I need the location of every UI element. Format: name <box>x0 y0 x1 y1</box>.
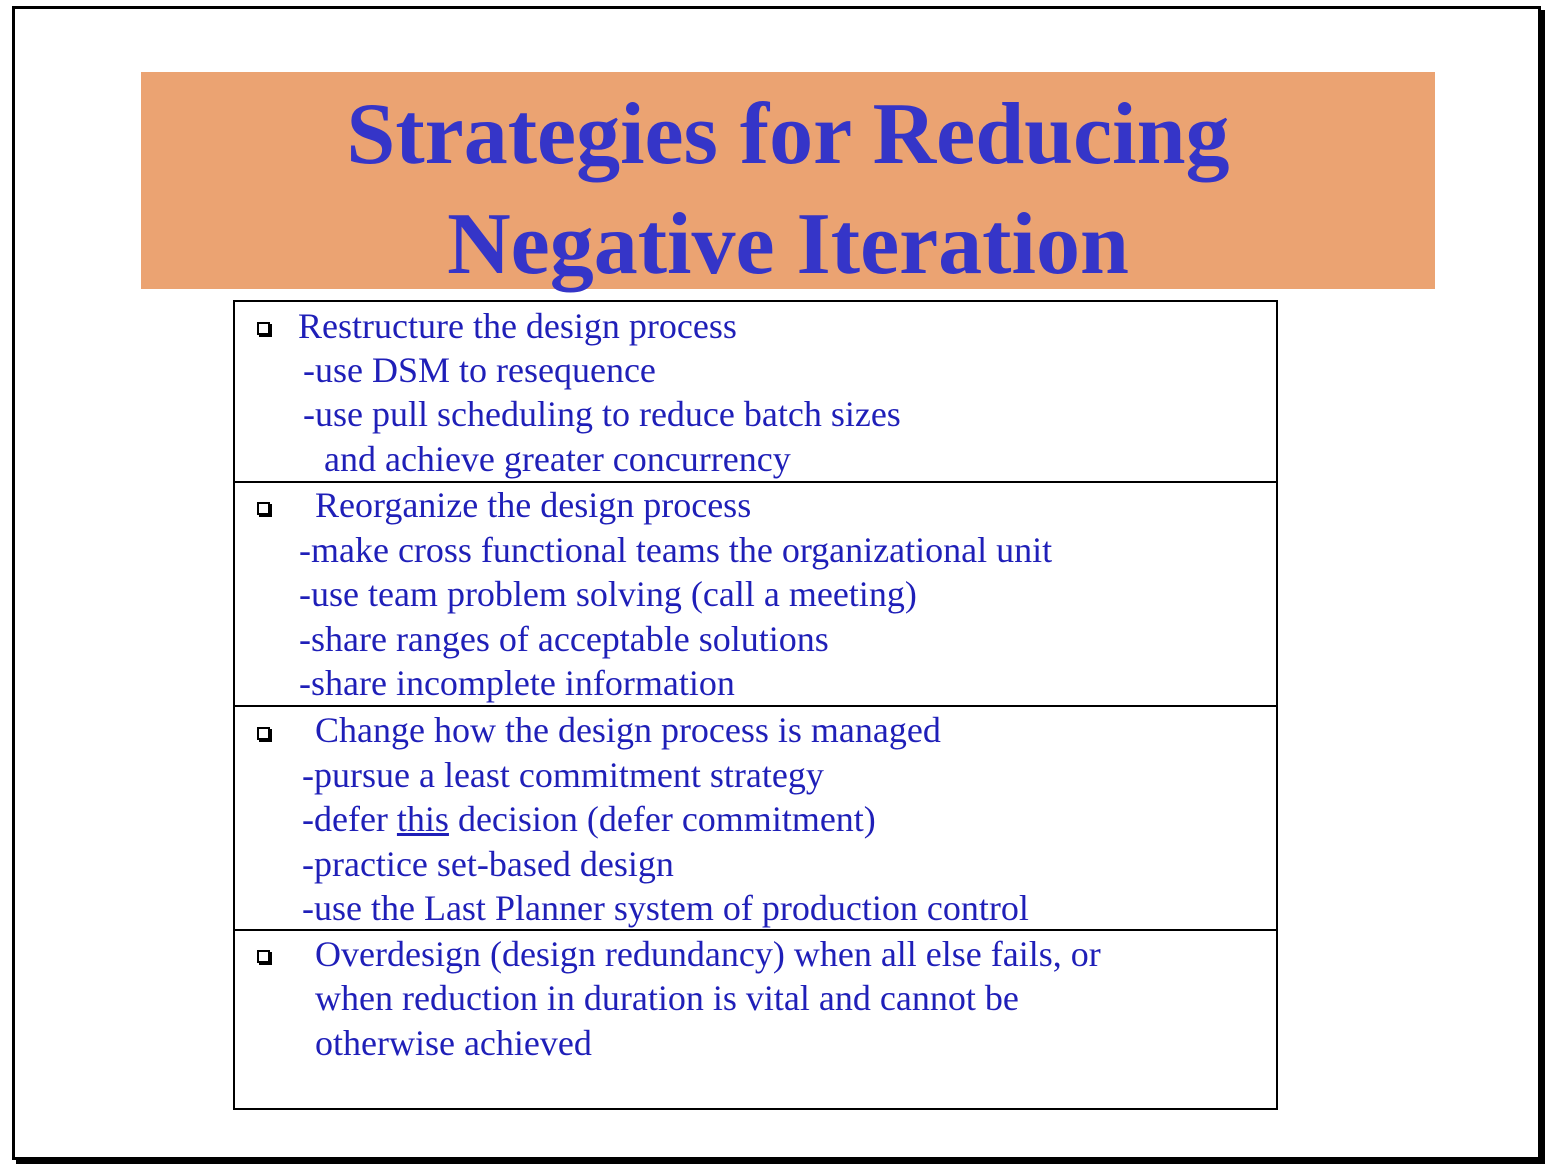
list-item-text: -defer <box>302 799 397 839</box>
checkbox-bullet-icon <box>257 322 270 335</box>
section-heading: Reorganize the design process <box>315 485 752 525</box>
list-item: -use pull scheduling to reduce batch sizes <box>303 394 901 434</box>
section-heading: Restructure the design process <box>298 306 737 346</box>
list-item-text: decision (defer commitment) <box>448 799 876 839</box>
list-item: -use team problem solving (call a meeting) <box>299 574 917 614</box>
list-item: -make cross functional teams the organizational unit <box>299 530 1053 570</box>
slide-title-line-2: Negative Iteration <box>447 196 1129 293</box>
checkbox-bullet-icon <box>257 950 270 963</box>
section-heading: Overdesign (design redundancy) when all else fails, or <box>315 934 1101 974</box>
list-item: -use the Last Planner system of production control <box>302 888 1029 928</box>
checkbox-bullet-icon <box>257 502 270 515</box>
section-overdesign <box>235 929 1276 1108</box>
section-restructure <box>235 302 1276 481</box>
section-heading: Change how the design process is managed <box>315 710 941 750</box>
list-item <box>302 797 876 841</box>
section-heading: otherwise achieved <box>315 1023 592 1063</box>
list-item: -practice set-based design <box>302 844 674 884</box>
section-heading: when reduction in duration is vital and cannot be <box>315 978 1019 1018</box>
list-item: and achieve greater concurrency <box>324 439 791 479</box>
section-change-management <box>235 705 1276 929</box>
list-item: -use DSM to resequence <box>303 350 656 390</box>
underlined-word: this <box>396 799 449 839</box>
content-box <box>233 300 1278 1110</box>
list-item: -share incomplete information <box>299 663 735 703</box>
checkbox-bullet-icon <box>257 727 270 740</box>
section-reorganize <box>235 481 1276 705</box>
list-item: -share ranges of acceptable solutions <box>299 619 829 659</box>
slide-title <box>141 80 1435 300</box>
slide-title-line-1: Strategies for Reducing <box>346 86 1230 183</box>
list-item: -pursue a least commitment strategy <box>302 755 824 795</box>
